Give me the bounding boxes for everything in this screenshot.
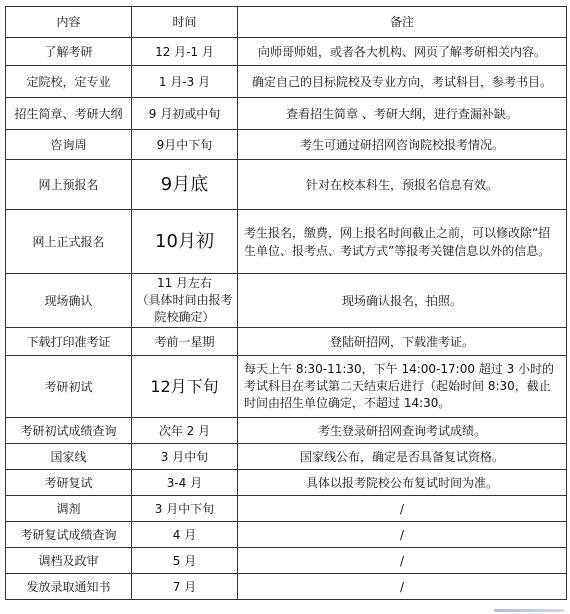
- row-item: 网上预报名: [6, 160, 132, 210]
- row-item: 招生简章、考研大纲: [6, 98, 132, 130]
- row-note: 国家线公布，确定是否具备复试资格。: [238, 444, 567, 470]
- row-time: 9 月初或中旬: [132, 98, 238, 130]
- row-item: 咨询周: [6, 130, 132, 160]
- row-time: 11 月左右 （具体时间由报考院校确定）: [132, 274, 238, 328]
- row-item: 现场确认: [6, 274, 132, 328]
- exam-schedule-table: [5, 6, 567, 600]
- row-time: 9月底: [132, 160, 238, 210]
- row-time: 10月初: [132, 210, 238, 274]
- row-note: 考生报名，缴费，网上报名时间截止之前，可以修改除“招生单位、报考点、考试方式”等报考关键信息以外的信息。: [238, 210, 567, 274]
- row-item: 了解考研: [6, 38, 132, 66]
- header-note: 备注: [238, 7, 567, 38]
- header-time: 时间: [132, 7, 238, 38]
- table-row: [6, 444, 567, 470]
- table-row: [6, 328, 567, 356]
- table-row: [6, 160, 567, 210]
- table-row: [6, 356, 567, 418]
- row-item: 调档及政审: [6, 548, 132, 574]
- row-time: 3 月中下旬: [132, 496, 238, 522]
- row-note: 考生登录研招网查询考试成绩。: [238, 418, 567, 444]
- table-row: [6, 98, 567, 130]
- row-note: 登陆研招网，下载准考证。: [238, 328, 567, 356]
- row-item: 国家线: [6, 444, 132, 470]
- row-item: 网上正式报名: [6, 210, 132, 274]
- row-item: 调剂: [6, 496, 132, 522]
- row-time: 3 月中旬: [132, 444, 238, 470]
- row-time: 1 月-3 月: [132, 66, 238, 98]
- row-item: 发放录取通知书: [6, 574, 132, 600]
- row-note: 考生可通过研招网咨询院校报考情况。: [238, 130, 567, 160]
- table-row: [6, 38, 567, 66]
- row-note: 每天上午 8:30-11:30，下午 14:00-17:00 超过 3 小时的考试科目在考试第二天结束后进行（起始时间 8:30，截止时间由招生单位确定，不超过 14:30。: [238, 356, 567, 418]
- watermark-stripe: [494, 609, 564, 612]
- table-row: [6, 418, 567, 444]
- row-time: 9月中下旬: [132, 130, 238, 160]
- row-item: 考研复试成绩查询: [6, 522, 132, 548]
- row-item: 下载打印准考证: [6, 328, 132, 356]
- row-item: 定院校，定专业: [6, 66, 132, 98]
- table-row: [6, 574, 567, 600]
- row-note: 向师哥师姐，或者各大机构、网页了解考研相关内容。: [238, 38, 567, 66]
- header-item: 内容: [6, 7, 132, 38]
- row-note: /: [238, 548, 567, 574]
- row-note: /: [238, 496, 567, 522]
- row-note: 针对在校本科生，预报名信息有效。: [238, 160, 567, 210]
- row-item: 考研初试成绩查询: [6, 418, 132, 444]
- row-item: 考研复试: [6, 470, 132, 496]
- row-note: 具体以报考院校公布复试时间为准。: [238, 470, 567, 496]
- table-row: [6, 130, 567, 160]
- table-row: [6, 210, 567, 274]
- row-note: /: [238, 574, 567, 600]
- table-row: [6, 274, 567, 328]
- table-row: [6, 66, 567, 98]
- row-time: 12月下旬: [132, 356, 238, 418]
- header-row: [6, 7, 567, 38]
- table-row: [6, 470, 567, 496]
- row-time: 12 月-1 月: [132, 38, 238, 66]
- row-time: 4 月: [132, 522, 238, 548]
- row-note: /: [238, 522, 567, 548]
- row-note: 确定自己的目标院校及专业方向，考试科目，参考书目。: [238, 66, 567, 98]
- row-note: 查看招生简章 、考研大纲，进行查漏补缺。: [238, 98, 567, 130]
- table-row: [6, 522, 567, 548]
- row-time: 5 月: [132, 548, 238, 574]
- table-row: [6, 496, 567, 522]
- row-time: 3-4 月: [132, 470, 238, 496]
- row-item: 考研初试: [6, 356, 132, 418]
- row-time: 考前一星期: [132, 328, 238, 356]
- row-note: 现场确认报名，拍照。: [238, 274, 567, 328]
- row-time: 7 月: [132, 574, 238, 600]
- row-time: 次年 2 月: [132, 418, 238, 444]
- table-row: [6, 548, 567, 574]
